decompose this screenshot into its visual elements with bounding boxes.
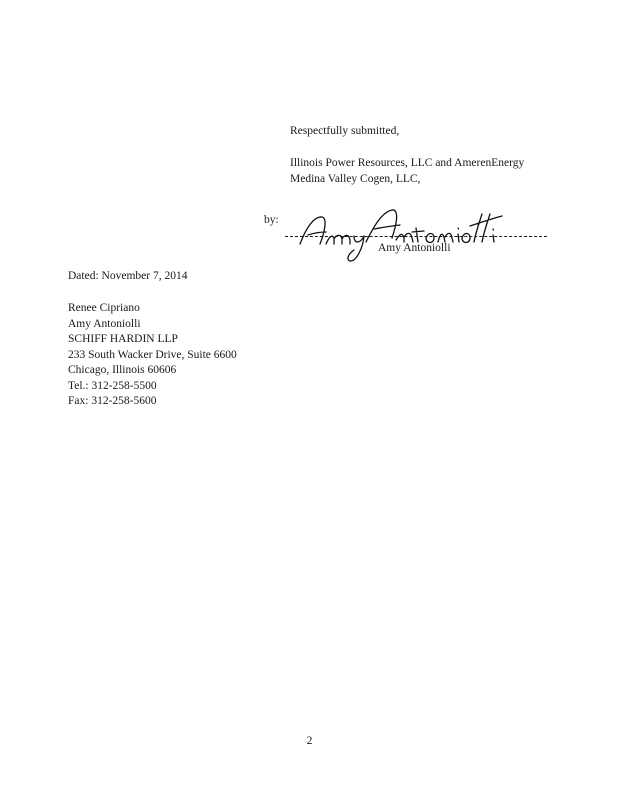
party-line-2: Medina Valley Cogen, LLC, xyxy=(290,173,421,185)
signer-name: Amy Antoniolli xyxy=(378,242,451,254)
closing-text: Respectfully submitted, xyxy=(290,125,400,137)
address-line: Fax: 312-258-5600 xyxy=(68,395,157,407)
address-block xyxy=(68,300,237,409)
address-line: SCHIFF HARDIN LLP xyxy=(68,333,178,345)
address-line: Tel.: 312-258-5500 xyxy=(68,379,157,392)
address-line: Renee Cipriano xyxy=(68,302,140,314)
address-line: Amy Antoniolli xyxy=(68,317,141,330)
page-number: 2 xyxy=(306,735,313,747)
address-line: 233 South Wacker Drive, Suite 6600 xyxy=(68,348,237,361)
party-line-1: Illinois Power Resources, LLC and AmerenEnergy xyxy=(290,157,525,169)
handwritten-signature xyxy=(296,204,506,266)
party-name xyxy=(290,155,524,187)
by-label: by: xyxy=(264,214,279,226)
date-line: Dated: November 7, 2014 xyxy=(68,270,188,282)
address-line: Chicago, Illinois 60606 xyxy=(68,364,177,376)
